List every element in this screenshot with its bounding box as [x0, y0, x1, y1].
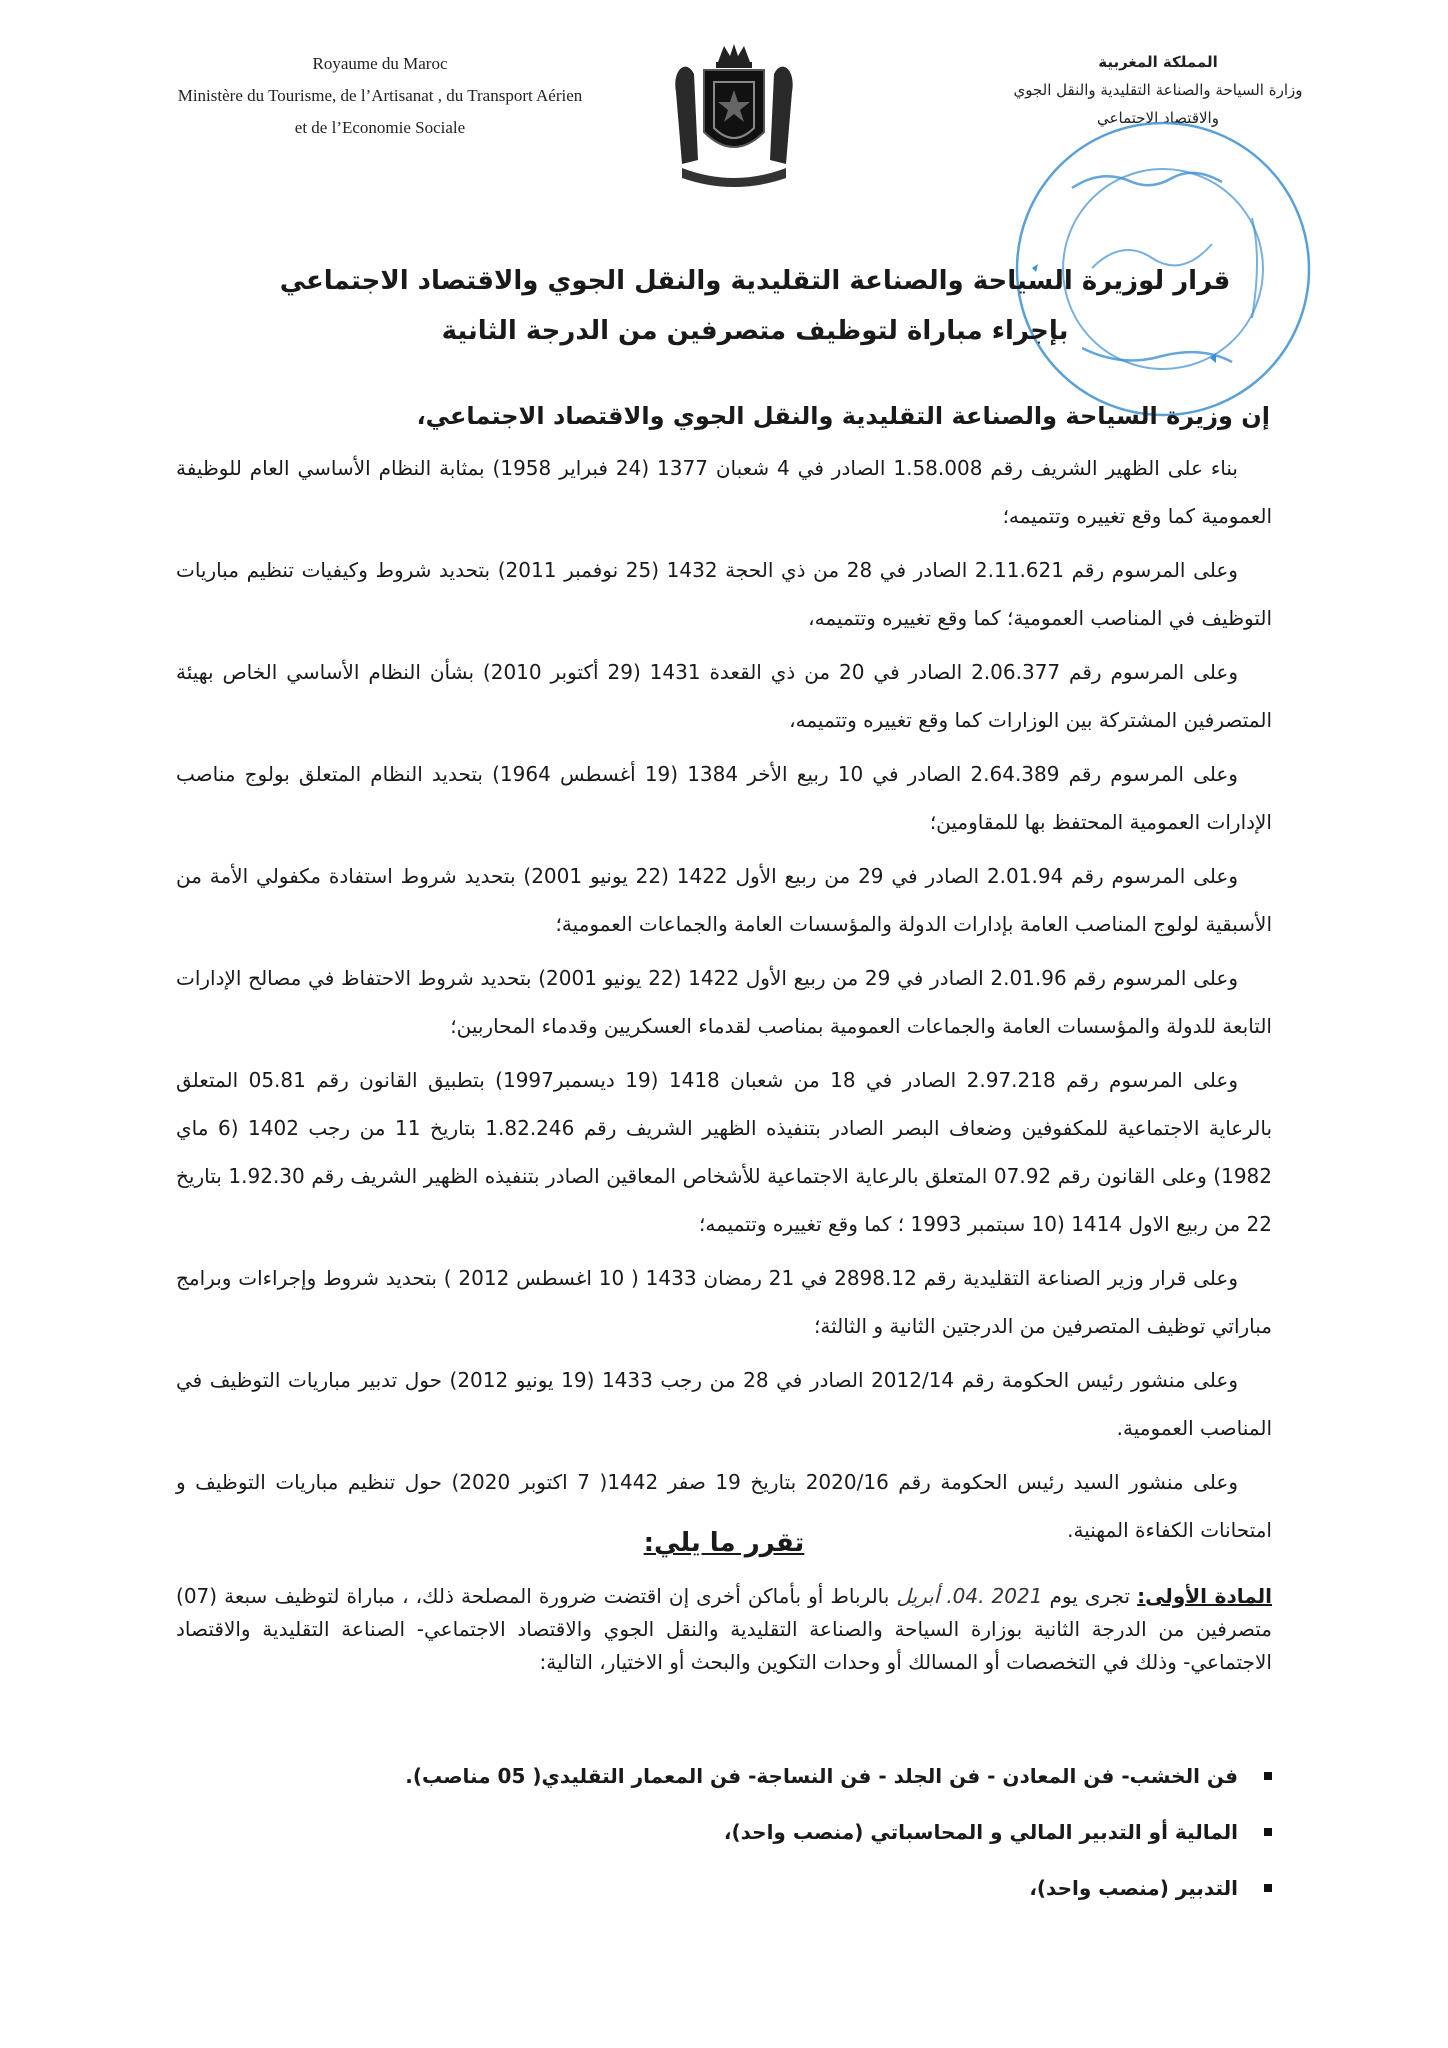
title-line-1: قرار لوزيرة السياحة والصناعة التقليدية والنقل الجوي والاقتصاد الاجتماعي	[279, 266, 1231, 296]
specialty-text: فن الخشب- فن المعادن - فن الجلد - فن النساجة- فن المعمار التقليدي( 05 مناصب).	[405, 1764, 1238, 1788]
recital-paragraph: وعلى المرسوم رقم 2.06.377 الصادر في 20 من ذي القعدة 1431 (29 أكتوبر 2010) بشأن النظام الأساسي الخاص بهيئة المتصرفين المشتركة بين الوزارات كما وقع تغييره وتتميمه،	[176, 660, 1272, 732]
article-1-text: بالرباط أو بأماكن أخرى إن اقتضت ضرورة المصلحة ذلك، ، مباراة لتوظيف سبعة (07) متصرفين من الدرجة الثانية بوزارة السياحة والصناعة التقليدية والنقل الجوي والاقتصاد الاجتماعي- الصناعة التقليدية والاقتصاد الاجتماعي- وذلك في التخصصات أو المسالك أو وحدات التكوين والبحث أو الاختيار، التالية:	[176, 1584, 1272, 1674]
article-1-label: المادة الأولى:	[1137, 1584, 1273, 1608]
bullet-square-icon	[1264, 1828, 1272, 1836]
specialties-list	[272, 1748, 1272, 1916]
recital-paragraph: وعلى المرسوم رقم 2.01.94 الصادر في 29 من ربيع الأول 1422 (22 يونيو 2001) بتحديد شروط استفادة مكفولي الأمة من الأسبقية لولوج المناصب العامة بإدارات الدولة والمؤسسات العامة والجماعات العمومية؛	[176, 864, 1272, 936]
document-title	[180, 256, 1330, 356]
article-1	[176, 1580, 1272, 1679]
ministry-name-fr-cont: et de l’Economie Sociale	[294, 118, 466, 137]
recital-paragraph: وعلى المرسوم رقم 2.01.96 الصادر في 29 من ربيع الأول 1422 (22 يونيو 2001) بتحديد شروط الاحتفاظ في مصالح الإدارات التابعة للدولة والمؤسسات العامة والجماعات العمومية بمناصب لقدماء العسكريين وقدماء المحاربين؛	[176, 966, 1272, 1038]
kingdom-name-ar: المملكة المغربية	[1098, 53, 1218, 71]
recital-paragraph: وعلى المرسوم رقم 2.64.389 الصادر في 10 ربيع الأخر 1384 (19 أغسطس 1964) بتحديد النظام المتعلق بولوج مناصب الإدارات العمومية المحتفظ بها للمقاومين؛	[176, 762, 1272, 834]
list-item	[272, 1748, 1272, 1804]
ministry-name-ar: وزارة السياحة والصناعة التقليدية والنقل الجوي	[1013, 81, 1303, 99]
kingdom-name-fr: Royaume du Maroc	[312, 54, 448, 73]
recital-paragraph: وعلى قرار وزير الصناعة التقليدية رقم 2898.12 في 21 رمضان 1433 ( 10 اغسطس 2012 ) بتحديد شروط وإجراءات وبرامج مباراتي توظيف المتصرفين من الدرجتين الثانية و الثالثة؛	[176, 1266, 1272, 1338]
bullet-square-icon	[1264, 1884, 1272, 1892]
bullet-square-icon	[1264, 1772, 1272, 1780]
article-1-date: 2021 .04. أبريل	[896, 1584, 1043, 1608]
recitals	[176, 444, 1272, 1560]
royal-emblem-icon	[668, 40, 800, 190]
article-1-before-date: تجرى يوم	[1049, 1584, 1131, 1608]
ministry-name-ar-cont: والاقتصاد الاجتماعي	[1097, 109, 1219, 127]
recital-paragraph: بناء على الظهير الشريف رقم 1.58.008 الصادر في 4 شعبان 1377 (24 فبراير 1958) بمثابة النظام الأساسي العام للوظيفة العمومية كما وقع تغييره وتتميمه؛	[176, 456, 1272, 528]
list-item	[272, 1860, 1272, 1916]
header-french	[120, 48, 640, 144]
title-line-2: بإجراء مباراة لتوظيف متصرفين من الدرجة الثانية	[441, 316, 1069, 346]
recital-paragraph: وعلى منشور السيد رئيس الحكومة رقم 2020/16 بتاريخ 19 صفر 1442( 7 اكتوبر 2020) حول تنظيم مباريات التوظيف و امتحانات الكفاءة المهنية.	[176, 1470, 1272, 1542]
ministry-name-fr: Ministère du Tourisme, de l’Artisanat , du Transport Aérien	[177, 86, 583, 105]
specialty-text: المالية أو التدبير المالي و المحاسباتي (منصب واحد)،	[723, 1820, 1238, 1844]
recital-paragraph: وعلى المرسوم رقم 2.97.218 الصادر في 18 من شعبان 1418 (19 ديسمبر1997) بتطبيق القانون رقم 05.81 المتعلق بالرعاية الاجتماعية للمكفوفين وضعاف البصر الصادر بتنفيذه الظهير الشريف رقم 1.82.246 بتاريخ 11 من رجب 1402 (6 ماي 1982) وعلى القانون رقم 07.92 المتعلق بالرعاية الاجتماعية للأشخاص المعاقين الصادر بتنفيذه الظهير الشريف رقم 1.92.30 بتاريخ 22 من ربيع الاول 1414 (10 سبتمبر 1993 ؛ كما وقع تغييره وتتميمه؛	[176, 1068, 1273, 1236]
recital-paragraph: وعلى منشور رئيس الحكومة رقم 2012/14 الصادر في 28 من رجب 1433 (19 يونيو 2012) حول تدبير مباريات التوظيف في المناصب العمومية.	[176, 1368, 1272, 1440]
recital-paragraph: وعلى المرسوم رقم 2.11.621 الصادر في 28 من ذي الحجة 1432 (25 نوفمبر 2011) بتحديد شروط وكيفيات تنظيم مباريات التوظيف في المناصب العمومية؛ كما وقع تغييره وتتميمه،	[176, 558, 1272, 630]
list-item	[272, 1804, 1272, 1860]
specialty-text: التدبير (منصب واحد)،	[1029, 1876, 1238, 1900]
decision-heading: تقرر ما يلي:	[643, 1528, 805, 1558]
intro-line: إن وزيرة السياحة والصناعة التقليدية والنقل الجوي والاقتصاد الاجتماعي،	[416, 402, 1270, 430]
